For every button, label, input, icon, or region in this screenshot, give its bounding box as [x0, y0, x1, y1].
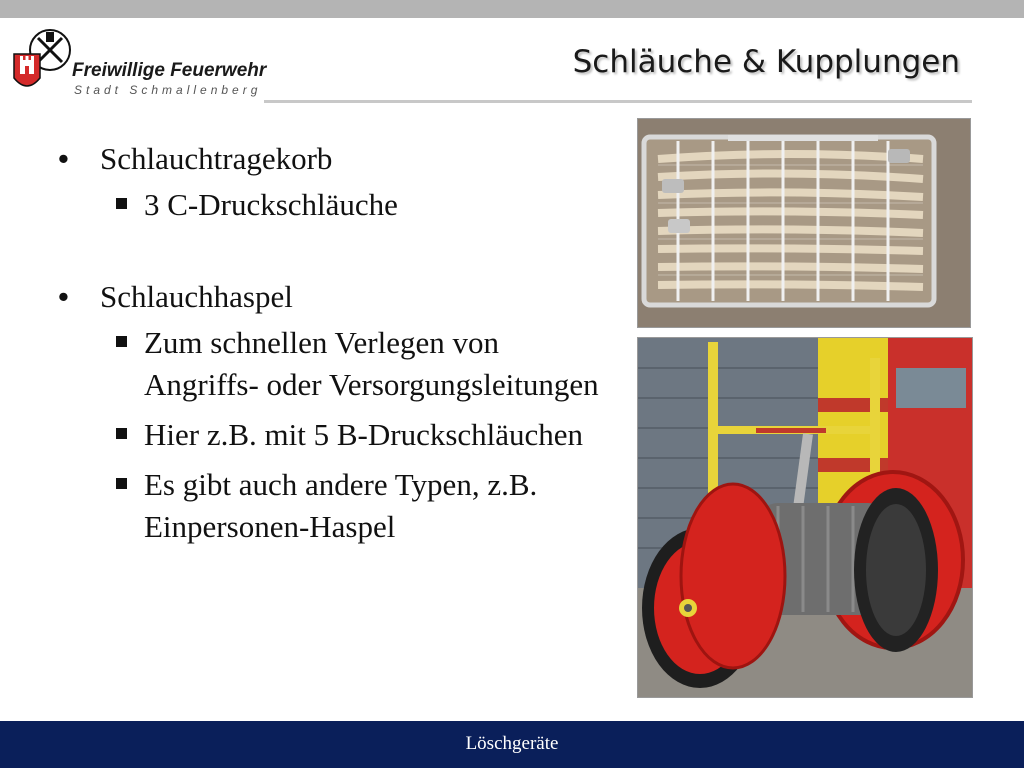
bullet-item: • Schlauchhaspel [58, 278, 618, 316]
hose-reel-photo [637, 337, 973, 698]
square-bullet-icon [116, 336, 127, 347]
bullet-item: • Schlauchtragekorb [58, 140, 618, 178]
footer-label: Löschgeräte [465, 733, 559, 754]
slide-title: Schläuche & Kupplungen [572, 44, 960, 80]
hose-basket-photo [637, 118, 971, 328]
org-city: Stadt Schmallenberg [74, 83, 262, 97]
title-divider [264, 100, 972, 103]
sub-bullet-item [58, 322, 618, 406]
footer-bar [0, 721, 1024, 768]
sub-bullet-text: 3 C-Druckschläuche [144, 187, 398, 222]
top-bar [0, 0, 1024, 18]
square-bullet-icon [116, 478, 127, 489]
sub-bullet-item [58, 414, 618, 456]
org-name: Freiwillige Feuerwehr [72, 60, 267, 81]
sub-bullet-text: Es gibt auch andere Typen, z.B. Einpersonen-Haspel [144, 467, 538, 544]
slide-content [58, 140, 618, 556]
sub-bullet-item [58, 464, 618, 548]
square-bullet-icon [116, 198, 127, 209]
sub-bullet-text: Hier z.B. mit 5 B-Druckschläuchen [144, 417, 584, 452]
sub-bullet-item [58, 184, 618, 226]
sub-bullet-text: Zum schnellen Verlegen von Angriffs- oder Versorgungsleitungen [144, 325, 599, 402]
square-bullet-icon [116, 428, 127, 439]
coat-of-arms-icon [10, 28, 72, 100]
